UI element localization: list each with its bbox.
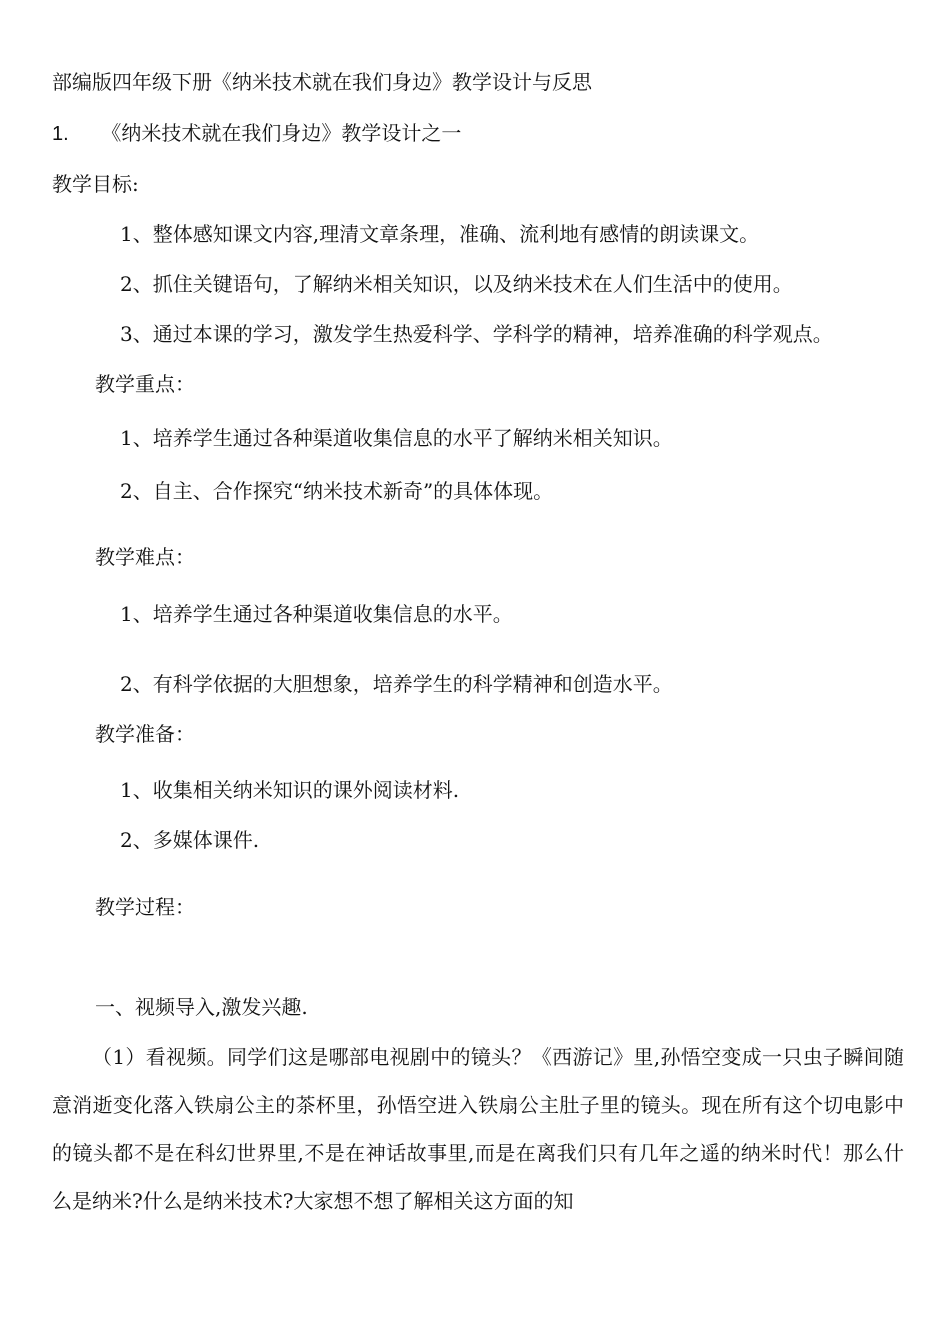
preparation-item: 1、收集相关纳米知识的课外阅读材料. [120,778,460,802]
goals-heading: 教学目标: [52,172,139,196]
key-point-item: 2、自主、合作探究“纳米技术新奇”的具体体现。 [120,479,554,503]
difficulties-heading: 教学难点： [95,545,195,569]
section-heading [52,121,461,146]
step-paragraph: （1）看视频。同学们这是哪部电视剧中的镜头？《西游记》里,孙悟空变成一只虫子瞬间随意消逝变化落入铁扇公主的茶杯里，孙悟空进入铁扇公主肚子里的镜头。现在所有这个切电影中的镜头都不是在科幻世界里,不是在神话故事里,而是在离我们只有几年之遥的纳米时代！那么什么是纳米?什么是纳米技术?大家想不想了解相关这方面的知 [52,1045,904,1213]
document-title: 部编版四年级下册《纳米技术就在我们身边》教学设计与反思 [52,70,592,94]
preparation-item: 2、多媒体课件. [120,828,260,852]
key-point-item: 1、培养学生通过各种渠道收集信息的水平了解纳米相关知识。 [120,426,673,450]
preparation-heading: 教学准备： [95,722,195,746]
process-heading: 教学过程： [95,895,195,919]
section-number: 1. [52,123,69,145]
difficulty-item: 1、培养学生通过各种渠道收集信息的水平。 [120,602,513,626]
goal-item: 3、通过本课的学习，激发学生热爱科学、学科学的精神，培养准确的科学观点。 [120,322,833,346]
goal-item: 2、抓住关键语句，了解纳米相关知识，以及纳米技术在人们生活中的使用。 [120,272,793,296]
section-title: 《纳米技术就在我们身边》教学设计之一 [101,121,462,145]
goal-item: 1、整体感知课文内容,理清文章条理，准确、流利地有感情的朗读课文。 [120,222,760,246]
difficulty-item: 2、有科学依据的大胆想象，培养学生的科学精神和创造水平。 [120,672,673,696]
key-points-heading: 教学重点： [95,372,195,396]
step-heading: 一、视频导入,激发兴趣. [95,995,308,1019]
